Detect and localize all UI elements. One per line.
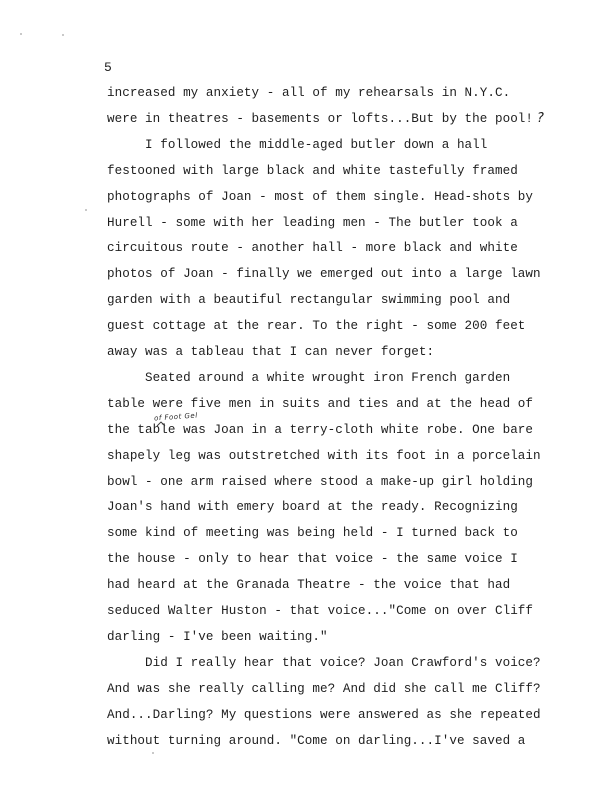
text-line: table were five men in suits and ties and at the head of	[107, 396, 534, 411]
text-line: photographs of Joan - most of them single. Head-shots by	[107, 189, 534, 204]
text-line: photos of Joan - finally we emerged out into a large lawn	[107, 267, 541, 282]
scan-speck	[62, 34, 64, 36]
text-line: Joan's hand with emery board at the ready. Recognizing	[107, 500, 518, 515]
text-line: the table was Joan in a terry-cloth white robe. One bare	[107, 422, 534, 437]
text-line: had heard at the Granada Theatre - the voice that had	[107, 578, 511, 593]
text-line: I followed the middle-aged butler down a hall	[107, 137, 488, 152]
text-line: shapely leg was outstretched with its foot in a porcelain	[107, 448, 541, 463]
text-line: And...Darling? My questions were answered as she repeated	[107, 707, 541, 722]
text-line: garden with a beautiful rectangular swimming pool and	[107, 293, 511, 308]
text-line: away was a tableau that I can never forget:	[107, 345, 435, 359]
text-line: And was she really calling me? And did she call me Cliff?	[107, 681, 541, 696]
page-number: 5	[104, 60, 112, 75]
text-line: were in theatres - basements or lofts...But by the pool!	[107, 111, 534, 126]
margin-question-mark: ?	[537, 111, 544, 126]
text-line: bowl - one arm raised where stood a make-up girl holding	[107, 474, 534, 489]
text-line: Hurell - some with her leading men - The butler took a	[107, 215, 518, 230]
text-line: increased my anxiety - all of my rehearsals in N.Y.C.	[107, 86, 511, 100]
text-line: darling - I've been waiting."	[107, 629, 328, 644]
insertion-caret-icon	[156, 421, 166, 427]
scan-speck	[152, 752, 154, 754]
text-line: circuitous route - another hall - more black and white	[107, 241, 518, 256]
handwritten-insertion: of Foot Gel	[153, 411, 198, 423]
text-line: without turning around. "Come on darling...I've saved a	[107, 733, 526, 748]
scan-speck	[85, 209, 87, 211]
text-line: festooned with large black and white tastefully framed	[107, 163, 518, 178]
text-line: Did I really hear that voice? Joan Crawford's voice?	[107, 655, 541, 670]
text-line: some kind of meeting was being held - I turned back to	[107, 526, 518, 541]
scan-speck	[20, 33, 22, 35]
text-line: guest cottage at the rear. To the right - some 200 feet	[107, 319, 526, 334]
text-line: seduced Walter Huston - that voice..."Come on over Cliff	[107, 604, 534, 618]
text-line: the house - only to hear that voice - the same voice I	[107, 552, 518, 567]
text-line: Seated around a white wrought iron French garden	[107, 370, 511, 385]
